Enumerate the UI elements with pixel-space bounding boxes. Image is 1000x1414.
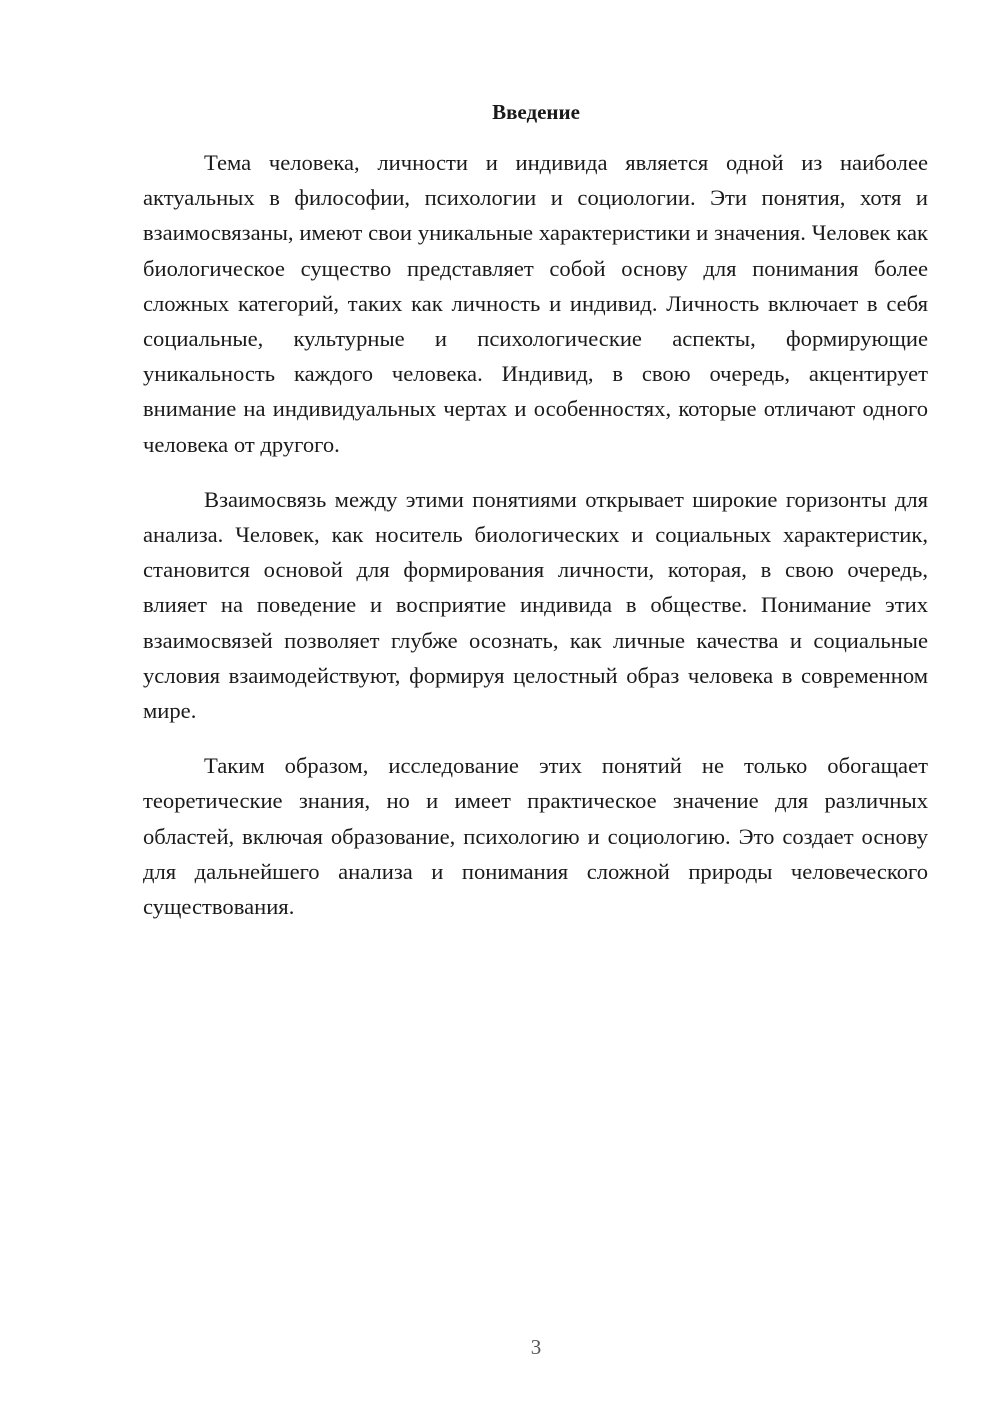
page-number: 3 — [530, 1335, 542, 1359]
paragraph: Тема человека, личности и индивида является одной из наиболее актуальных в философии, психологии и социологии. Эти понятия, хотя и взаимосвязаны, имеют свои уникальные характеристики и значения. Человек как биологическое существо представляет собой основу для понимания более сложных категорий, таких как личность и индивид. Личность включает в себя социальные, культурные и психологические аспекты, формирующие уникальность каждого человека. Индивид, в свою очередь, акцентирует внимание на индивидуальных чертах и особенностях, которые отличают одного человека от другого. — [143, 150, 928, 457]
paragraph: Таким образом, исследование этих понятий не только обогащает теоретические знания, но и имеет практическое значение для различных областей, включая образование, психологию и социологию. Это создает основу для дальнейшего анализа и понимания сложной природы человеческого существования. — [143, 753, 928, 920]
body-text — [143, 145, 928, 944]
section-heading: Введение — [492, 100, 580, 124]
paragraph: Взаимосвязь между этими понятиями открывает широкие горизонты для анализа. Человек, как носитель биологических и социальных характеристик, становится основой для формирования личности, которая, в свою очередь, влияет на поведение и восприятие индивида в обществе. Понимание этих взаимосвязей позволяет глубже осознать, как личные качества и социальные условия взаимодействуют, формируя целостный образ человека в современном мире. — [143, 486, 928, 724]
